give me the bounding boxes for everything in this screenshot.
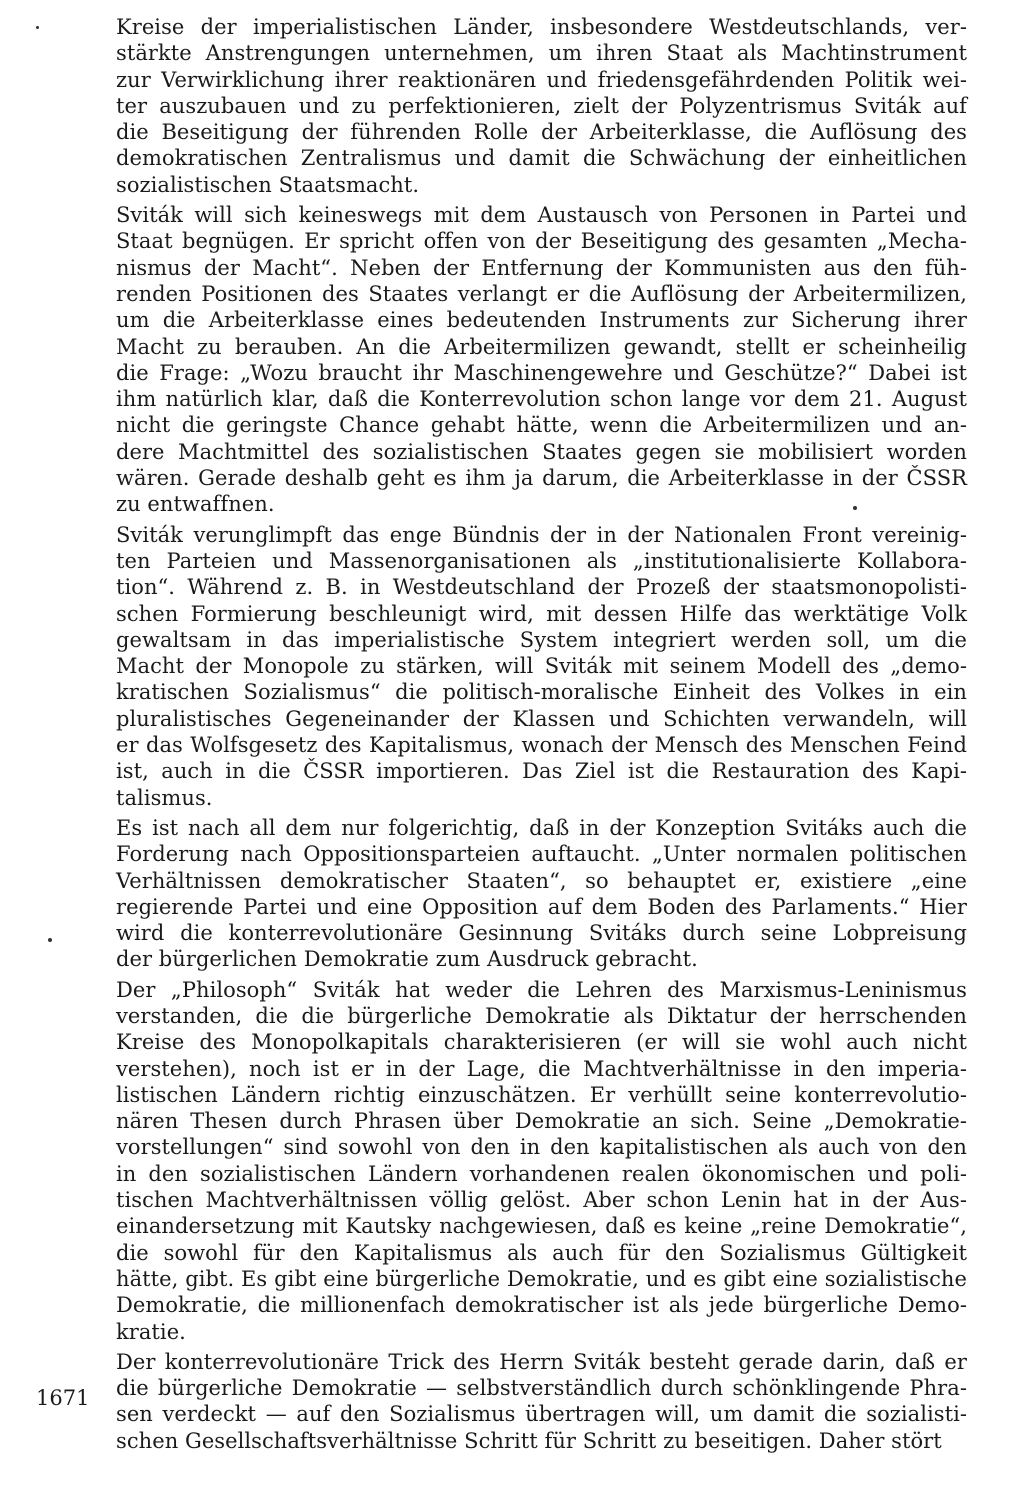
text-line: die Frage: „Wozu braucht ihr Maschinengewehre und Geschütze?“ Dabei ist (116, 360, 967, 385)
text-line: tischen Machtverhältnissen völlig gelöst. Aber schon Lenin hat in der Aus- (116, 1188, 967, 1213)
paragraph (116, 522, 967, 811)
text-line: schen Gesellschaftsverhältnisse Schritt für Schritt zu beseitigen. Daher stört (116, 1428, 942, 1453)
text-line: pluralistisches Gegeneinander der Klassen und Schichten verwandeln, will (116, 706, 967, 731)
paragraph (116, 815, 967, 973)
text-line: stärkte Anstrengungen unternehmen, um ihren Staat als Machtinstrument (116, 41, 967, 66)
paragraph (116, 14, 967, 198)
text-line: Kreise der imperialistischen Länder, insbesondere Westdeutschlands, ver- (116, 15, 967, 39)
scan-speck (853, 506, 857, 510)
text-line: Macht zu berauben. An die Arbeitermilizen gewandt, stellt er scheinheilig (116, 334, 967, 359)
text-line: er das Wolfsgesetz des Kapitalismus, wonach der Mensch des Menschen Feind (116, 733, 967, 758)
text-line: in den sozialistischen Ländern vorhandenen realen ökonomischen und poli- (116, 1161, 967, 1186)
paragraph (116, 202, 967, 518)
body-text (116, 14, 967, 1458)
text-line: Der „Philosoph“ Sviták hat weder die Lehren des Marxismus-Leninismus (116, 977, 967, 1002)
text-line: hätte, gibt. Es gibt eine bürgerliche Demokratie, und es gibt eine sozialistische (116, 1266, 967, 1291)
paragraph (116, 977, 967, 1345)
text-line: Es ist nach all dem nur folgerichtig, daß in der Konzeption Svitáks auch die (116, 815, 967, 840)
text-line: listischen Ländern richtig einzuschätzen. Er verhüllt seine konterrevolutio- (116, 1082, 967, 1107)
paragraph (116, 1349, 967, 1454)
text-line: sen verdeckt — auf den Sozialismus übertragen will, um damit die sozialisti- (116, 1402, 967, 1427)
scan-speck (36, 26, 39, 29)
text-line: tion“. Während z. B. in Westdeutschland der Prozeß der staatsmonopolisti- (116, 575, 967, 600)
text-line: zu entwaffnen. (116, 492, 275, 517)
text-line: vorstellungen“ sind sowohl von den in den kapitalistischen als auch von den (116, 1135, 967, 1160)
text-line: Der konterrevolutionäre Trick des Herrn Sviták besteht gerade darin, daß er (116, 1349, 967, 1374)
text-line: Demokratie, die millionenfach demokratischer ist als jede bürgerliche Demo- (116, 1293, 967, 1318)
text-line: die bürgerliche Demokratie — selbstverständlich durch schönklingende Phra- (116, 1376, 967, 1401)
text-line: ter auszubauen und zu perfektionieren, zielt der Polyzentrismus Sviták auf (116, 93, 967, 118)
text-line: Sviták will sich keineswegs mit dem Austausch von Personen in Partei und (116, 203, 967, 228)
text-line: der bürgerlichen Demokratie zum Ausdruck gebracht. (116, 947, 698, 972)
text-line: Kreise des Monopolkapitals charakterisieren (er will sie wohl auch nicht (116, 1030, 967, 1055)
text-line: verstehen), noch ist er in der Lage, die Machtverhältnisse in den imperia- (116, 1056, 967, 1081)
text-line: verstanden, die die bürgerliche Demokratie als Diktatur der herrschenden (116, 1003, 967, 1028)
text-line: zur Verwirklichung ihrer reaktionären und friedensgefährdenden Politik wei- (116, 67, 967, 92)
text-line: wird die konterrevolutionäre Gesinnung Svitáks durch seine Lobpreisung (116, 921, 967, 946)
text-line: renden Positionen des Staates verlangt er die Auflösung der Arbeitermilizen, (116, 281, 967, 306)
text-line: die Beseitigung der führenden Rolle der Arbeiterklasse, die Auflösung des (116, 120, 967, 145)
scan-speck (48, 938, 52, 942)
text-line: talismus. (116, 785, 213, 810)
text-line: die sowohl für den Kapitalismus als auch für den Sozialismus Gültigkeit (116, 1240, 967, 1265)
text-line: sozialistischen Staatsmacht. (116, 172, 420, 197)
text-line: nismus der Macht“. Neben der Entfernung der Kommunisten aus den füh- (116, 255, 967, 280)
text-line: Sviták verunglimpft das enge Bündnis der in der Nationalen Front vereinig- (116, 522, 967, 547)
text-line: Macht der Monopole zu stärken, will Sviták mit seinem Modell des „demo- (116, 654, 967, 679)
text-line: nären Thesen durch Phrasen über Demokratie an sich. Seine „Demokratie- (116, 1109, 967, 1134)
text-line: Verhältnissen demokratischer Staaten“, so behauptet er, existiere „eine (116, 868, 967, 893)
text-line: wären. Gerade deshalb geht es ihm ja darum, die Arbeiterklasse in der ČSSR (116, 466, 967, 491)
text-line: demokratischen Zentralismus und damit die Schwächung der einheitlichen (116, 146, 967, 171)
text-line: ihm natürlich klar, daß die Konterrevolution schon lange vor dem 21. August (116, 387, 967, 412)
text-line: regierende Partei und eine Opposition auf dem Boden des Parlaments.“ Hier (116, 894, 967, 919)
text-line: ten Parteien und Massenorganisationen als „institutionalisierte Kollabora- (116, 548, 967, 573)
text-line: dere Machtmittel des sozialistischen Staates gegen sie mobilisiert worden (116, 439, 967, 464)
text-line: um die Arbeiterklasse eines bedeutenden Instruments zur Sicherung ihrer (116, 308, 967, 333)
text-line: Staat begnügen. Er spricht offen von der Beseitigung des gesamten „Mecha- (116, 229, 967, 254)
page-number: 1671 (36, 1386, 90, 1410)
text-line: gewaltsam in das imperialistische System integriert werden soll, um die (116, 627, 967, 652)
text-line: kratischen Sozialismus“ die politisch-moralische Einheit des Volkes in ein (116, 680, 967, 705)
text-line: Forderung nach Oppositionsparteien auftaucht. „Unter normalen politischen (116, 842, 967, 867)
text-line: schen Formierung beschleunigt wird, mit dessen Hilfe das werktätige Volk (116, 601, 967, 626)
text-line: nicht die geringste Chance gehabt hätte, wenn die Arbeitermilizen und an- (116, 413, 967, 438)
text-line: kratie. (116, 1319, 186, 1344)
text-line: einandersetzung mit Kautsky nachgewiesen, daß es keine „reine Demokratie“, (116, 1214, 967, 1239)
text-line: ist, auch in die ČSSR importieren. Das Ziel ist die Restauration des Kapi- (116, 759, 967, 784)
